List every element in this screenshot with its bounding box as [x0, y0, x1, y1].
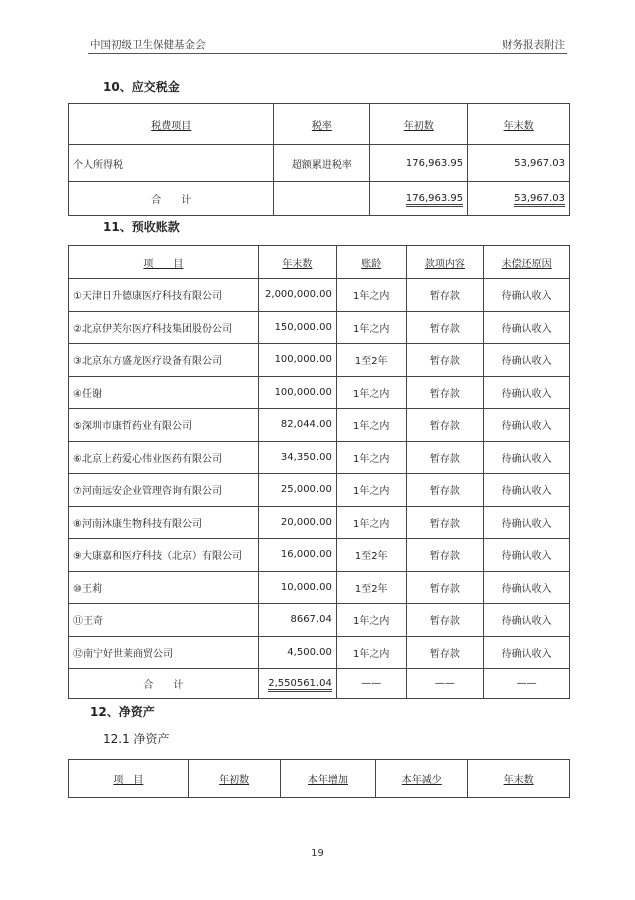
table-row — [69, 604, 570, 637]
advance-row-item: ⑩王莉 — [69, 571, 259, 604]
tax-header-end: 年末数 — [503, 120, 534, 132]
advance-row-item: ⑨大康嘉和医疗科技（北京）有限公司 — [69, 539, 259, 572]
tax-header-rate: 税率 — [311, 120, 332, 132]
table-row — [69, 636, 570, 669]
net-assets-header-end: 年末数 — [503, 775, 534, 786]
advance-row-amount: 82,044.00 — [258, 409, 336, 442]
advance-row-item: ⑦河南远安企业管理咨询有限公司 — [69, 474, 259, 507]
advance-row-content: 暂存款 — [406, 376, 484, 409]
advance-row-item: ④任谢 — [69, 376, 259, 409]
advance-row-item: ①天津日升德康医疗科技有限公司 — [69, 279, 259, 312]
advance-row-amount: 10,000.00 — [258, 571, 336, 604]
advance-row-age: 1至2年 — [336, 571, 406, 604]
advance-row-item: ⑫南宁好世莱商贸公司 — [69, 636, 259, 669]
advance-row-content: 暂存款 — [406, 636, 484, 669]
header-divider — [88, 53, 567, 54]
advance-row-reason: 待确认收入 — [484, 604, 570, 637]
advance-row-content: 暂存款 — [406, 311, 484, 344]
table-row — [69, 441, 570, 474]
advance-row-amount: 34,350.00 — [258, 441, 336, 474]
advance-row-amount: 20,000.00 — [258, 506, 336, 539]
advance-receipts-table — [68, 245, 570, 699]
advance-row-content: 暂存款 — [406, 604, 484, 637]
advance-row-reason: 待确认收入 — [484, 474, 570, 507]
advance-row-amount: 25,000.00 — [258, 474, 336, 507]
section-title-net-assets: 12、净资产 — [90, 705, 155, 719]
table-row — [69, 539, 570, 572]
advance-row-age: 1至2年 — [336, 539, 406, 572]
table-row — [69, 571, 570, 604]
advance-row-amount: 16,000.00 — [258, 539, 336, 572]
advance-row-item: ⑧河南沐康生物科技有限公司 — [69, 506, 259, 539]
advance-header-amount: 年末数 — [282, 258, 313, 270]
advance-row-age: 1年之内 — [336, 376, 406, 409]
tax-row-item: 个人所得税 — [69, 145, 274, 182]
advance-total-label: 合 计 — [69, 669, 259, 699]
advance-total-row — [69, 669, 570, 699]
tax-table-header-row — [69, 104, 570, 145]
tax-total-label: 合 计 — [69, 182, 274, 216]
tax-header-begin: 年初数 — [403, 120, 434, 132]
tax-header-item: 税费项目 — [151, 120, 192, 132]
advance-row-reason: 待确认收入 — [484, 311, 570, 344]
section-title-taxes: 10、应交税金 — [103, 80, 180, 94]
advance-total-age: —— — [336, 669, 406, 699]
advance-row-age: 1至2年 — [336, 344, 406, 377]
advance-row-item: ⑤深圳市康哲药业有限公司 — [69, 409, 259, 442]
tax-total-row — [69, 182, 570, 216]
advance-row-age: 1年之内 — [336, 506, 406, 539]
advance-row-content: 暂存款 — [406, 441, 484, 474]
header-org-name: 中国初级卫生保健基金会 — [90, 39, 206, 51]
advance-header-age: 账龄 — [361, 258, 382, 270]
advance-row-reason: 待确认收入 — [484, 539, 570, 572]
advance-header-content: 款项内容 — [424, 258, 465, 270]
table-row — [69, 311, 570, 344]
advance-row-reason: 待确认收入 — [484, 409, 570, 442]
advance-row-amount: 8667.04 — [258, 604, 336, 637]
advance-row-age: 1年之内 — [336, 474, 406, 507]
table-row — [69, 376, 570, 409]
advance-row-age: 1年之内 — [336, 604, 406, 637]
table-row — [69, 279, 570, 312]
advance-row-content: 暂存款 — [406, 409, 484, 442]
table-row — [69, 145, 570, 182]
tax-total-begin: 176,963.95 — [406, 193, 463, 207]
table-row — [69, 344, 570, 377]
tax-total-end: 53,967.03 — [514, 193, 565, 207]
tax-row-begin: 176,963.95 — [370, 145, 468, 182]
advance-row-content: 暂存款 — [406, 571, 484, 604]
advance-row-amount: 4,500.00 — [258, 636, 336, 669]
page-number: 19 — [311, 848, 324, 859]
tax-table — [68, 103, 570, 216]
net-assets-table — [68, 759, 570, 798]
advance-row-amount: 100,000.00 — [258, 376, 336, 409]
advance-total-reason: —— — [484, 669, 570, 699]
net-assets-header-begin: 年初数 — [219, 775, 250, 786]
advance-row-amount: 100,000.00 — [258, 344, 336, 377]
advance-row-age: 1年之内 — [336, 311, 406, 344]
section-title-advance-receipts: 11、预收账款 — [103, 220, 180, 234]
advance-table-header-row — [69, 246, 570, 279]
advance-row-content: 暂存款 — [406, 506, 484, 539]
net-assets-header-row — [69, 760, 570, 798]
advance-row-age: 1年之内 — [336, 409, 406, 442]
table-row — [69, 506, 570, 539]
advance-row-content: 暂存款 — [406, 279, 484, 312]
table-row — [69, 409, 570, 442]
advance-row-content: 暂存款 — [406, 539, 484, 572]
advance-total-content: —— — [406, 669, 484, 699]
net-assets-header-item: 项 目 — [113, 775, 144, 786]
advance-row-reason: 待确认收入 — [484, 279, 570, 312]
subsection-title-net-assets: 12.1 净资产 — [103, 732, 170, 746]
advance-row-reason: 待确认收入 — [484, 376, 570, 409]
advance-row-item: ②北京伊芙尔医疗科技集团股份公司 — [69, 311, 259, 344]
advance-row-reason: 待确认收入 — [484, 344, 570, 377]
tax-total-rate — [274, 182, 370, 216]
advance-row-age: 1年之内 — [336, 441, 406, 474]
advance-row-amount: 150,000.00 — [258, 311, 336, 344]
advance-row-amount: 2,000,000.00 — [258, 279, 336, 312]
advance-row-age: 1年之内 — [336, 636, 406, 669]
tax-row-rate: 超额累进税率 — [274, 145, 370, 182]
advance-header-item: 项 目 — [143, 258, 184, 270]
advance-total-amount: 2,550561.04 — [268, 678, 332, 692]
advance-header-reason: 未偿还原因 — [501, 258, 552, 270]
net-assets-header-decrease: 本年减少 — [401, 775, 442, 786]
net-assets-header-increase: 本年增加 — [307, 775, 348, 786]
advance-row-content: 暂存款 — [406, 344, 484, 377]
advance-row-reason: 待确认收入 — [484, 506, 570, 539]
advance-row-item: ⑥北京上药爱心伟业医药有限公司 — [69, 441, 259, 474]
advance-row-content: 暂存款 — [406, 474, 484, 507]
advance-row-item: ③北京东方盛龙医疗设备有限公司 — [69, 344, 259, 377]
advance-row-reason: 待确认收入 — [484, 636, 570, 669]
tax-row-end: 53,967.03 — [468, 145, 570, 182]
advance-row-reason: 待确认收入 — [484, 441, 570, 474]
table-row — [69, 474, 570, 507]
advance-row-reason: 待确认收入 — [484, 571, 570, 604]
header-doc-title: 财务报表附注 — [502, 39, 565, 51]
advance-row-item: ⑪王奇 — [69, 604, 259, 637]
advance-row-age: 1年之内 — [336, 279, 406, 312]
